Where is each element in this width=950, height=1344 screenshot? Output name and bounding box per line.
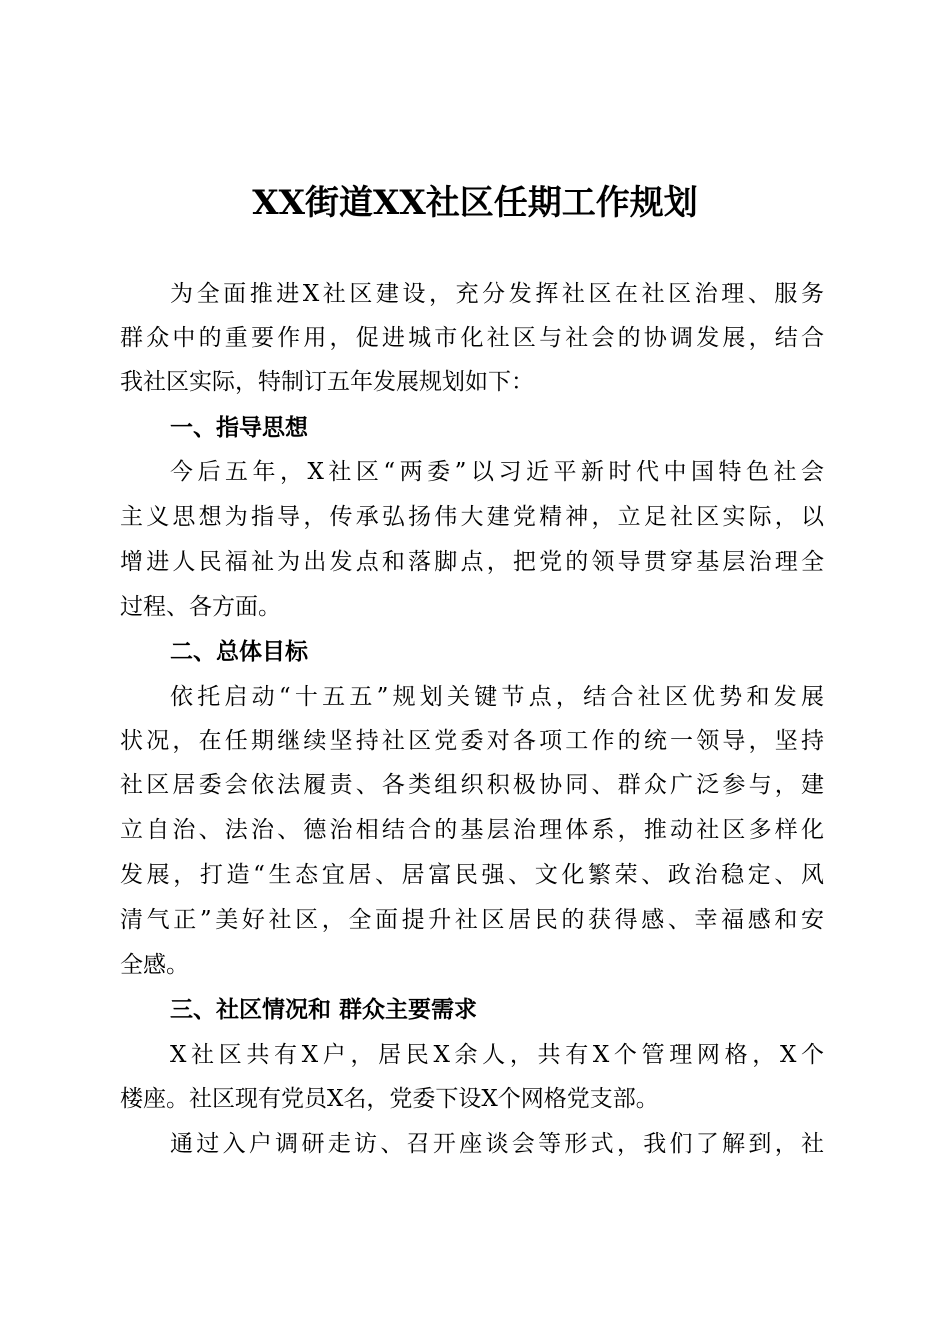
section3-para1-line-1: X社区共有X户，居民X余人，共有X个管理网格，X个	[170, 1042, 824, 1068]
section2-line-4: 立自治、法治、德治相结合的基层治理体系，推动社区多样化	[120, 817, 824, 843]
intro-line-1: 为全面推进X社区建设，充分发挥社区在社区治理、服务	[170, 281, 824, 307]
section-heading-guiding-ideology: 一、指导思想	[170, 415, 308, 441]
section2-line-1: 依托启动“十五五”规划关键节点，结合社区优势和发展	[170, 684, 824, 710]
section-heading-overall-goals: 二、总体目标	[170, 639, 308, 665]
section2-line-6: 清气正”美好社区，全面提升社区居民的获得感、幸福感和安	[120, 907, 824, 933]
document-title: XX街道XX社区任期工作规划	[252, 183, 698, 223]
section2-line-3: 社区居委会依法履责、各类组织积极协同、群众广泛参与，建	[120, 772, 824, 798]
section3-para2-line-1: 通过入户调研走访、召开座谈会等形式，我们了解到，社	[170, 1131, 824, 1157]
section2-line-5: 发展，打造“生态宜居、居富民强、文化繁荣、政治稳定、风	[120, 862, 824, 888]
section1-line-4: 过程、各方面。	[120, 594, 281, 620]
section1-line-1: 今后五年，X社区“两委”以习近平新时代中国特色社会	[170, 459, 824, 485]
section-heading-community-needs: 三、社区情况和 群众主要需求	[170, 997, 478, 1023]
section2-line-7: 全感。	[120, 952, 189, 978]
section1-line-2: 主义思想为指导，传承弘扬伟大建党精神，立足社区实际，以	[120, 504, 824, 530]
intro-line-2: 群众中的重要作用，促进城市化社区与社会的协调发展，结合	[120, 325, 824, 351]
section2-line-2: 状况，在任期继续坚持社区党委对各项工作的统一领导，坚持	[120, 728, 824, 754]
section3-para1-line-2: 楼座。社区现有党员X名，党委下设X个网格党支部。	[120, 1086, 659, 1112]
intro-line-3: 我社区实际，特制订五年发展规划如下：	[120, 369, 534, 395]
section1-line-3: 增进人民福祉为出发点和落脚点，把党的领导贯穿基层治理全	[120, 549, 824, 575]
